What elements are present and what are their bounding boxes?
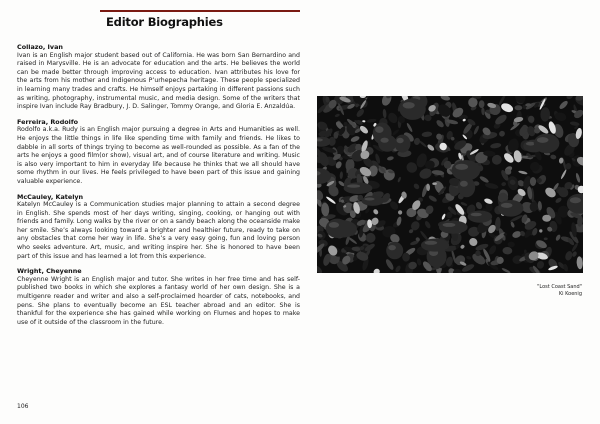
pebble [475,201,484,210]
pebble [540,107,550,122]
pebble [530,177,536,186]
pebble [484,182,498,190]
pebble [334,113,340,117]
pebble [473,125,480,135]
pebble [575,173,581,183]
pebble [365,232,376,243]
pebble [406,122,413,132]
pebble [413,182,421,190]
pebble-large [395,135,411,153]
pebble [460,201,468,206]
pebble [339,171,343,179]
pebble [544,237,548,240]
pebble [413,137,420,145]
pebble-highlight [443,223,456,227]
pebble-highlight [537,137,549,143]
pebble [466,255,472,260]
pebble-light [372,267,381,273]
pebble [550,154,557,159]
bio-text: Katelyn McCauley is a Communication studies major planning to attain a second degree in English. She spends most of her days writing, singing, cooking, or hanging out with friends and family. Long walks by the river or on a sandy beach along the oceanside make her smile. She’s always looking toward a brighter and healthier future, ready to take on any obstacles that come her way in life. She’s a very easy going, fun and loving person who seeks adventure. Art, music, and writing inspire her. She is honored to have been part of this issue and has learned a lot from this experience. [17,201,300,260]
pebble [558,99,569,110]
bio-text: Cheyenne Wright is an English major and tutor. She writes in her free time and has self-published two books in which she explores a fantasy world of her own design. She is a multigenre reader and writer and also a self-proclaimed hoarder of cats, notebooks, and pens. She plans to eventually become an ESL teacher abroad and an editor. She is thankful for the experience she has gained while working on Flumes and hopes to make use of it outside of the classroom in the future. [17,275,300,326]
bio-name: Collazo, Ivan [17,43,63,51]
bio-text: Ivan is an English major student based out of California. He was born San Bernardino and raised in Marysville. He is an advocate for education and the arts. He believes the world can be made better through improving access to education. Ivan attributes his love for the arts from his mother and Indigenous P’urhepecha heritage. These people specialized in learning many trades and crafts. He himself enjoys partaking in different passions such as writing, photography, instrumental music, and media design. Some of the writers that inspire Ivan include Ray Bradbury, J. D. Salinger, Tommy Orange, and Gloria E. Anzaldúa. [17,51,300,111]
pebble [565,96,574,100]
page-number: 106 [17,403,29,410]
pebble-highlight [364,198,374,201]
pebble [555,234,561,242]
pebble [440,96,451,102]
bio-name: Ferreira, Rodolfo [17,117,79,126]
pebble [508,242,515,248]
pebble-large [421,239,449,252]
pebble [391,128,399,136]
pebble [424,220,432,229]
pebble [355,108,365,119]
pebble-light [441,213,446,220]
pebble [564,250,573,261]
bio-entry [17,267,300,327]
pebble [479,175,490,184]
pebble [490,142,502,149]
pebble [435,119,445,129]
pebble-large [534,134,560,154]
pebble [536,260,546,270]
pebble [386,111,399,125]
pebble-large [399,98,425,120]
pebble [524,250,527,254]
pebble-light [372,208,379,215]
pebble-large [344,182,373,194]
pebble [510,221,515,228]
pebble [555,197,563,204]
pebble-large [326,219,349,238]
header-rule [100,10,300,12]
pebble-highlight [381,138,389,143]
pebble-light [325,196,336,205]
pebble [350,135,360,143]
pebble-highlight [347,184,360,187]
caption-author: Ki Koenig [558,291,582,297]
pebble-light [500,102,514,114]
pebble-highlight [375,126,383,133]
pebble-light [560,169,567,180]
pebble [384,258,394,271]
pebble-light [539,229,543,233]
pebble-highlight [460,181,468,187]
pebble-large [386,242,403,259]
pebble [501,267,511,273]
pebble [421,131,432,137]
pebble [501,181,507,186]
bio-entry [17,118,300,187]
pebble-large [362,196,385,206]
pebble [317,189,324,201]
pebble-large [378,135,396,152]
pebble-light [362,120,365,122]
pebble [488,244,498,255]
bio-entry [17,193,300,262]
pebble-light [460,244,466,249]
pebble-large [458,177,475,197]
pebble-highlight [397,138,404,143]
pebble-large [498,200,524,217]
pebble [382,109,386,119]
pebble-large [468,211,493,223]
pebble-light [518,170,528,175]
bio-text: Rodolfo a.k.a. Rudy is an English major pursuing a degree in Arts and Humanities as well. He enjoys the little things in life like spending time with family and friends. He likes to dabble in all sorts of things trying to become as well-rounded as possible. As a fan of the arts he enjoys a good film(or show), visual art, and of course literature and writing. Music is also very important to him in everyday life because he thinks that we all should have some rhythm in our lives. He feels privileged to have been part of this issue and gaining valuable experience. [17,126,300,185]
pebble-highlight [388,245,396,250]
pebble [321,202,330,216]
pebble-light [468,236,479,247]
pebble-texture [317,96,583,273]
pebble [317,264,323,273]
pebble [481,107,485,115]
pebble [498,130,506,138]
biographies-column [17,43,300,333]
caption-title: "Lost Coast Sand" [537,284,582,290]
pebble-highlight [455,164,468,170]
photo-caption [382,284,582,298]
pebble [394,265,401,273]
pebble [570,121,580,127]
sand-photograph [317,96,583,273]
pebble-light [426,143,435,152]
pebble [428,194,438,203]
pebble-highlight [425,241,438,245]
pebble-large [317,137,331,147]
pebble [397,176,402,182]
pebble-highlight [403,102,415,108]
pebble [479,100,485,108]
page-title: Editor Biographies [106,15,223,29]
bio-name: McCauley, Katelyn [17,192,84,201]
pebble [515,105,523,110]
pebble-highlight [329,222,339,228]
pebble [416,258,422,266]
pebble-highlight [471,213,482,217]
bio-entry [17,43,300,112]
pebble-large [439,221,468,234]
pebble [366,118,377,123]
pebble-light [398,210,403,215]
pebble [511,230,522,239]
bio-name: Wright, Cheyenne [17,267,82,276]
pebble-highlight [501,203,513,208]
pebble [387,156,395,161]
pebble [502,247,512,255]
pebble-highlight [570,197,581,203]
